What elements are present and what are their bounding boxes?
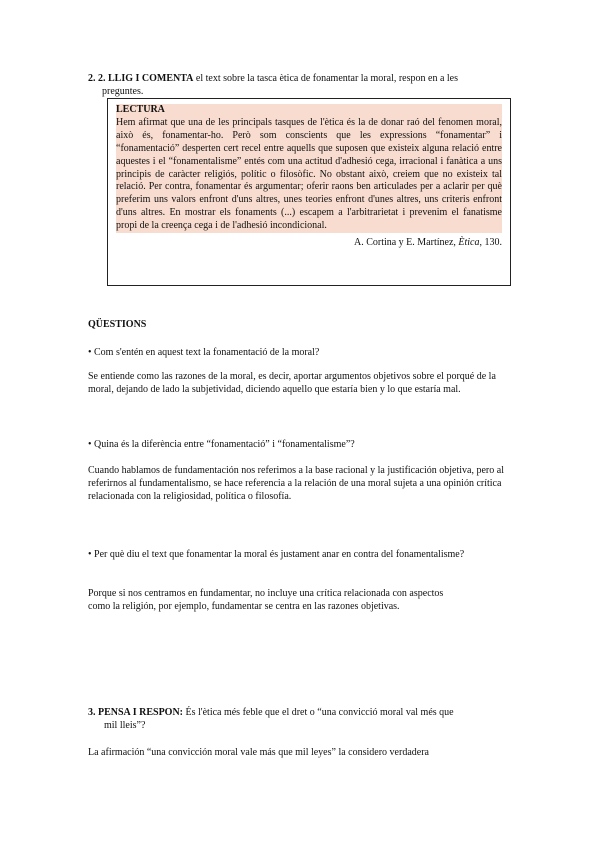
section-3-heading: [88, 706, 518, 732]
answer-3: Porque si nos centramos en fundamentar, no incluye una crítica relacionada con aspectos como la religión, por ejemplo, fundamentar se centra en las razones objetivas.: [88, 588, 444, 612]
reading-citation: [116, 237, 502, 248]
section-3-question: És l'ètica més feble que el dret o “una convicció moral val més que: [185, 707, 454, 718]
question-1: • Com s'entén en aquest text la fonamentació de la moral?: [88, 347, 320, 358]
questions-title: QÜESTIONS: [88, 319, 147, 330]
reading-body: Hem afirmat que una de les principals tasques de l'ètica és la de donar raó del fenomen moral, això és, fonamentar-ho. Però som conscients que les expressions “fonamentar” i “fonamentació” desperten cert recel entre aquells que suposen que existeix alguna relació entre aquestes i el “fonamentalisme” entés com una actitud d'adhesió cega, irracional i fanàtica a uns principis de caràcter religiós, polític o filosòfic. No obstant això, creiem que no existeix tal relació. Per contra, fonamentar és argumentar; oferir raons ben articulades per a aclarir per què preferim uns valors enfront d'uns altres, unes teories enfront d'unes altres, uns criteris enfront d'uns altres. En mostrar els fonaments (...) escapem a l'arbitrarietat i prevenim el fanatisme propi de la creença cega i de l'adhesió incondicional.: [116, 116, 502, 232]
section-2-number: 2. 2.: [88, 73, 106, 84]
section-2-instruction: el text sobre la tasca ètica de fonamentar la moral, respon en a les: [195, 73, 458, 84]
section-3-answer: La afirmación “una convicción moral vale más que mil leyes” la considero verdadera: [88, 747, 429, 758]
reading-title: LECTURA: [116, 104, 165, 115]
citation-authors: A. Cortina y E. Martínez,: [353, 237, 456, 249]
section-3-label: 3. PENSA I RESPON:: [88, 707, 184, 718]
answer-1: Se entiende como las razones de la moral, es decir, aportar argumentos objetivos sobre el porqué de la moral, dejando de lado la subjetividad, diciendo aquello que estaría bien y lo que estaría mal.: [88, 371, 496, 395]
question-3: • Per què diu el text que fonamentar la moral és justament anar en contra del fonamentalisme?: [88, 549, 465, 560]
reading-highlight: [116, 104, 502, 233]
answer-2: Cuando hablamos de fundamentación nos referimos a la base racional y la justificación objetiva, pero al referirnos al fundamentalismo, se hace referencia a la relación de una moral sujeta a una opinión crítica relacionada con la religiosidad, política o filosofía.: [88, 465, 504, 502]
section-2-instruction-continuation: preguntes.: [102, 86, 144, 97]
citation-work: Ètica: [458, 237, 480, 249]
question-2: • Quina és la diferència entre “fonamentació” i “fonamentalisme”?: [88, 439, 355, 450]
section-2-label: LLIG I COMENTA: [108, 73, 194, 84]
section-2-heading: [88, 72, 518, 98]
reading-box: [107, 98, 511, 286]
section-3-question-continuation: mil lleis”?: [104, 720, 146, 731]
citation-page: , 130.: [479, 237, 502, 249]
